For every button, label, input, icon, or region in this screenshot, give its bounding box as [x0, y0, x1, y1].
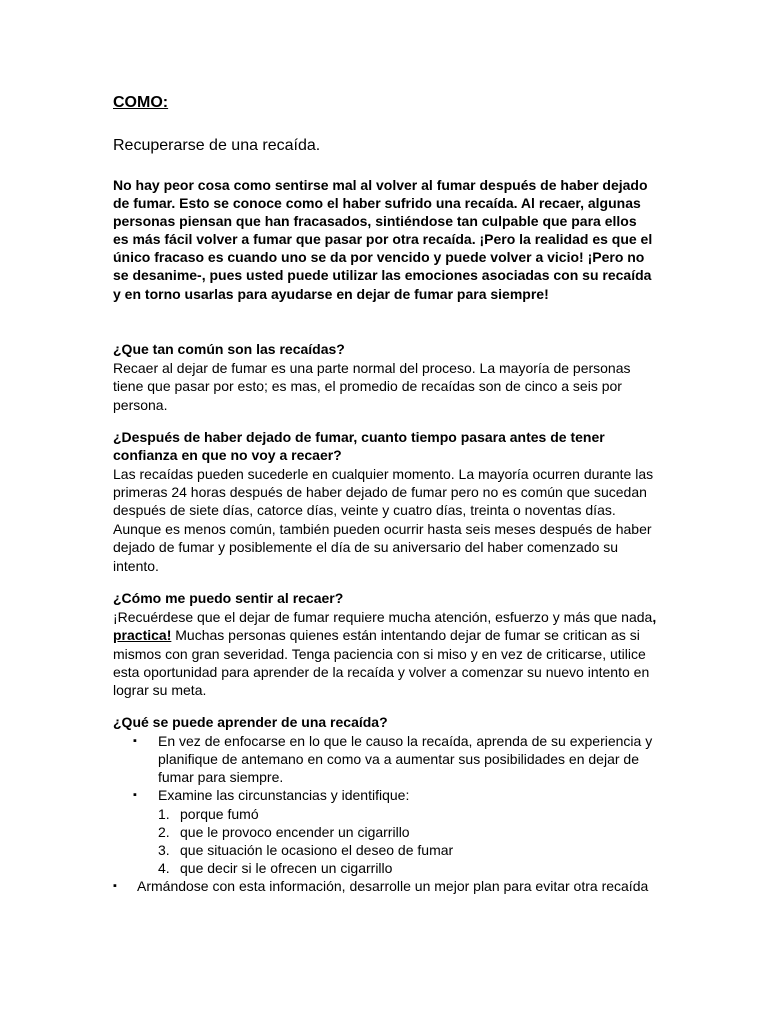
- item-number: 3.: [158, 842, 170, 859]
- section-question: ¿Después de haber dejado de fumar, cuanto tiempo pasara antes de tener confianza en que no voy a recaer?: [113, 429, 605, 463]
- section-timing: [113, 429, 658, 575]
- answer-text-before: ¡Recuérdese que el dejar de fumar requiere mucha atención, esfuerzo y más que nada: [113, 608, 653, 625]
- numbered-item-text: porque fumó: [180, 805, 259, 822]
- bullet-marker: ▪: [113, 880, 117, 893]
- bullet-list: [113, 732, 658, 805]
- section-answer: Recaer al dejar de fumar es una parte normal del proceso. La mayoría de personas tiene que pasar por esto; es mas, el promedio de recaídas son de cinco a seis por persona.: [113, 359, 631, 413]
- section-feelings: [113, 590, 658, 700]
- numbered-item-text: que le provoco encender un cigarrillo: [180, 823, 410, 840]
- item-number: 4.: [158, 860, 170, 877]
- section-question: ¿Qué se puede aprender de una recaída?: [113, 714, 388, 730]
- document-title: Recuperarse de una recaída.: [113, 137, 321, 154]
- list-item-final: [113, 877, 658, 895]
- numbered-item-text: que situación le ocasiono el deseo de fumar: [180, 842, 454, 859]
- bullet-marker: ▪: [133, 734, 137, 747]
- numbered-item: [113, 805, 658, 823]
- answer-text-after: Muchas personas quienes están intentando dejar de fumar se critican as si mismos con gran severidad. Tenga paciencia con si miso y en vez de criticarse, utilice esta oportunidad para aprender de la recaída y volver a comenzar su nuevo intento en lograr su meta.: [113, 627, 650, 699]
- section-frequency: [113, 341, 658, 414]
- numbered-item: [113, 823, 658, 841]
- intro-paragraph: No hay peor cosa como sentirse mal al volver al fumar después de haber dejado de fumar. Esto se conoce como el haber sufrido una recaída. Al recaer, algunas personas piensan que han fracasados, sintiéndose tan culpable que para ellos es más fácil volver a fumar que pasar por otra recaída. ¡Pero la realidad es que el único fracaso es cuando uno se da por vencido y puede volver a vicio! ¡Pero no se desanime-, pues usted puede utilizar las emociones asociadas con su recaída y en torno usarlas para ayudarse en dejar de fumar para siempre!: [113, 177, 653, 302]
- item-number: 2.: [158, 823, 170, 840]
- list-item-text: En vez de enfocarse en lo que le causo la recaída, aprenda de su experiencia y planifique de antemano en como va a aumentar sus posibilidades en dejar de fumar para siempre.: [158, 732, 653, 786]
- list-item-text: Armándose con esta información, desarrolle un mejor plan para evitar otra recaída: [137, 878, 649, 895]
- numbered-item: [113, 859, 658, 877]
- document-heading: COMO:: [113, 94, 169, 111]
- list-item: [113, 786, 658, 804]
- section-learning: [113, 714, 658, 896]
- section-answer: [113, 608, 658, 700]
- list-item-text: Examine las circunstancias y identifique:: [158, 787, 410, 804]
- section-answer: Las recaídas pueden sucederle en cualquier momento. La mayoría ocurren durante las primeras 24 horas después de haber dejado de fumar pero no es común que sucedan después de siete días, catorce días, veinte y cuatro días, treinta o noventas días. Aunque es menos común, también pueden ocurrir hasta seis meses después de haber dejado de fumar y posiblemente el día de su aniversario del haber comenzado su intento.: [113, 465, 654, 574]
- numbered-item: [113, 841, 658, 859]
- section-question: ¿Cómo me puedo sentir al recaer?: [113, 590, 344, 606]
- item-number: 1.: [158, 805, 170, 822]
- bullet-marker: ▪: [133, 789, 137, 802]
- numbered-list: [113, 805, 658, 878]
- numbered-item-text: que decir si le ofrecen un cigarrillo: [180, 860, 393, 877]
- list-item: [113, 732, 658, 787]
- section-question: ¿Que tan común son las recaídas?: [113, 341, 345, 357]
- answer-emphasis: , practica!: [113, 608, 657, 644]
